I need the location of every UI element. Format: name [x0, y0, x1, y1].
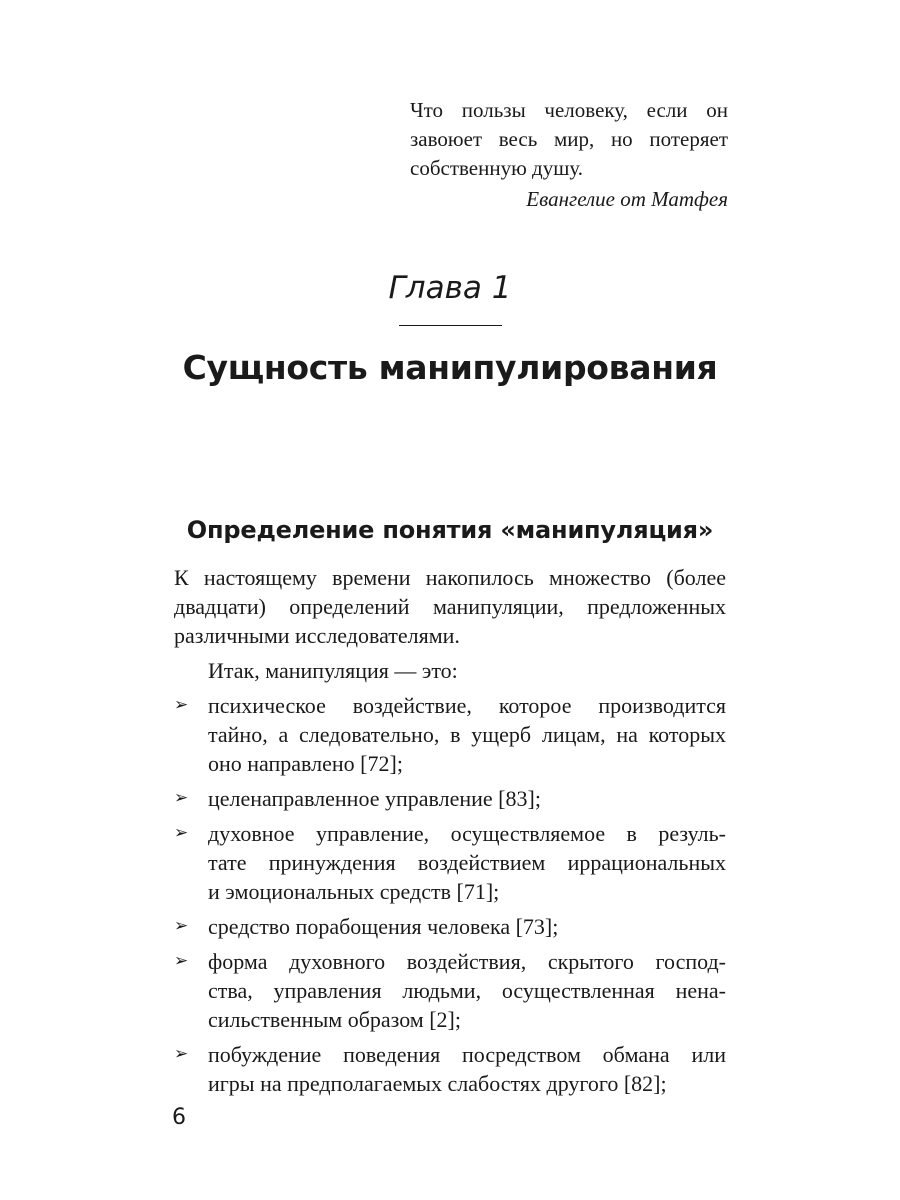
list-item-line: сильственным образом [2];: [208, 1007, 461, 1032]
arrowhead-bullet-icon: ➢: [174, 951, 189, 971]
list-item: [174, 784, 726, 813]
chapter-title: Сущность манипулирования: [182, 348, 718, 387]
arrowhead-bullet-icon: ➢: [174, 823, 189, 843]
arrowhead-bullet-icon: ➢: [174, 1044, 189, 1064]
chapter-divider: [399, 325, 502, 326]
paragraph-line: двадцати) определений манипуляции, предложенных: [174, 594, 726, 619]
section-title: Определение понятия «манипуляция»: [186, 516, 714, 544]
list-item: [174, 819, 726, 906]
list-item-line: форма духовного воздействия, скрытого господ-: [208, 949, 726, 974]
list-item-line: ства, управления людьми, осуществленная нена-: [208, 978, 726, 1003]
list-item-line: оно направлено [72];: [208, 751, 403, 776]
list-item-line: средство порабощения человека [73];: [208, 914, 559, 939]
epigraph-line: Что пользы человеку, если он: [410, 98, 728, 122]
arrowhead-bullet-icon: ➢: [174, 788, 189, 808]
page-number: 6: [172, 1105, 186, 1130]
list-item-line: целенаправленное управление [83];: [208, 786, 541, 811]
arrowhead-bullet-icon: ➢: [174, 916, 189, 936]
list-item-line: духовное управление, осуществляемое в резуль-: [208, 821, 726, 846]
list-item-line: тайно, а следовательно, в ущерб лицам, на которых: [208, 722, 726, 747]
intro-paragraph: [174, 563, 726, 650]
list-item: [174, 691, 726, 778]
list-item: [174, 912, 726, 941]
epigraph-line: собственную душу.: [410, 156, 584, 180]
list-item-line: тате принуждения воздействием иррациональных: [208, 850, 726, 875]
body-text: [174, 563, 726, 1104]
arrowhead-bullet-icon: ➢: [174, 695, 189, 715]
list-item-line: игры на предполагаемых слабостях другого [82];: [208, 1071, 667, 1096]
list-item-line: и эмоциональных средств [71];: [208, 879, 500, 904]
chapter-label: Глава 1: [388, 270, 512, 306]
list-item-line: побуждение поведения посредством обмана или: [208, 1042, 726, 1067]
paragraph-line: различными исследователями.: [174, 623, 460, 648]
epigraph-line: завоюет весь мир, но потеряет: [410, 127, 728, 151]
list-item-line: психическое воздействие, которое производится: [208, 693, 726, 718]
lead-in-text: Итак, манипуляция — это:: [208, 658, 458, 683]
list-item: [174, 1040, 726, 1098]
paragraph-line: К настоящему времени накопилось множество (более: [174, 565, 726, 590]
epigraph: [410, 96, 728, 214]
epigraph-source: Евангелие от Матфея: [526, 187, 728, 211]
list-item: [174, 947, 726, 1034]
